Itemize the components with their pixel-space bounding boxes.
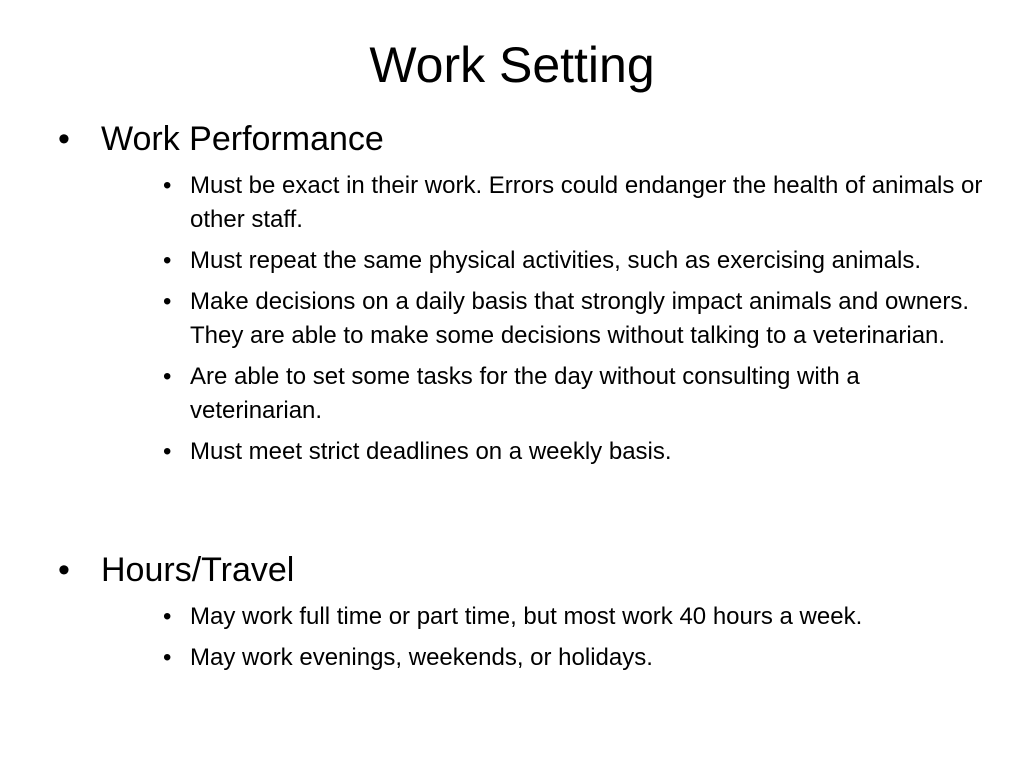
slide-title: Work Setting bbox=[369, 37, 655, 93]
bullet-icon: • bbox=[163, 172, 172, 199]
list-item bbox=[58, 169, 988, 237]
list-item-text: Make decisions on a daily basis that strongly impact animals and owners. They are able to make some decisions without talking to a veterinarian. bbox=[190, 288, 970, 349]
bullet-icon: • bbox=[163, 247, 172, 274]
list-item-text: Are able to set some tasks for the day without consulting with a veterinarian. bbox=[190, 363, 860, 424]
section-heading bbox=[58, 117, 988, 161]
list-item bbox=[58, 600, 988, 634]
section-work-performance bbox=[58, 117, 988, 476]
list-item bbox=[58, 435, 988, 469]
bullet-icon: • bbox=[163, 644, 172, 671]
list-item-text: May work evenings, weekends, or holidays. bbox=[190, 644, 653, 671]
list-item-text: May work full time or part time, but most work 40 hours a week. bbox=[190, 603, 863, 630]
list-item bbox=[58, 285, 988, 353]
bullet-icon: • bbox=[163, 363, 172, 390]
section-heading bbox=[58, 548, 988, 592]
bullet-icon: • bbox=[163, 603, 172, 630]
section-hours-travel bbox=[58, 548, 988, 682]
section-heading-text: Hours/Travel bbox=[101, 551, 295, 589]
list-item-text: Must repeat the same physical activities, such as exercising animals. bbox=[190, 247, 921, 274]
list-item-text: Must be exact in their work. Errors could endanger the health of animals or other staff. bbox=[190, 172, 983, 233]
bullet-icon: • bbox=[58, 551, 70, 589]
bullet-icon: • bbox=[58, 120, 70, 158]
bullet-list bbox=[58, 600, 988, 675]
section-heading-text: Work Performance bbox=[101, 120, 384, 158]
list-item-text: Must meet strict deadlines on a weekly basis. bbox=[190, 438, 672, 465]
bullet-icon: • bbox=[163, 288, 172, 315]
list-item bbox=[58, 244, 988, 278]
list-item bbox=[58, 641, 988, 675]
list-item bbox=[58, 360, 988, 428]
bullet-list bbox=[58, 169, 988, 469]
bullet-icon: • bbox=[163, 438, 172, 465]
